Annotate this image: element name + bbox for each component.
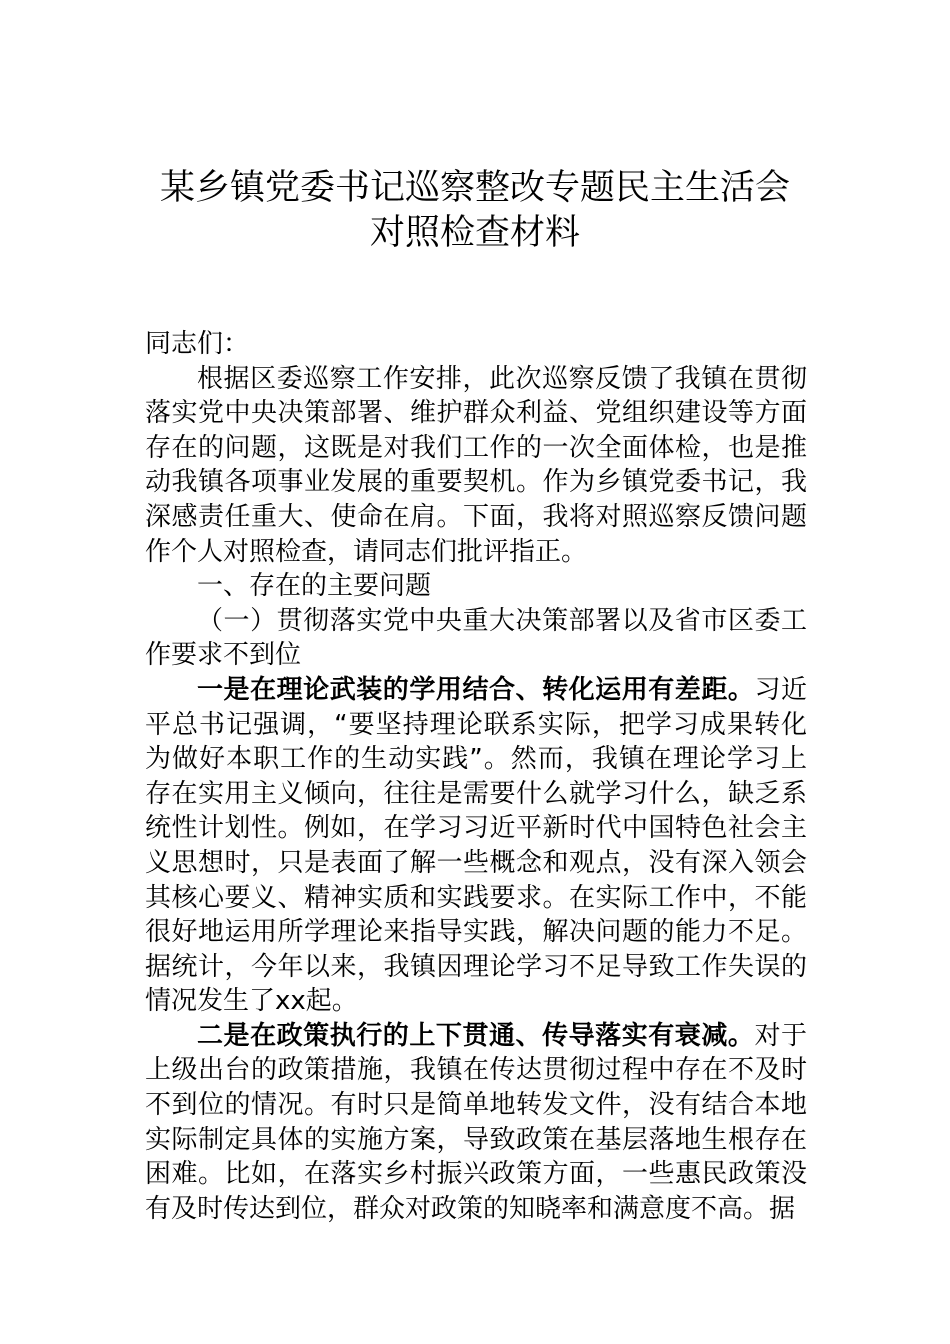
salutation: 同志们： — [145, 329, 250, 359]
document-body — [145, 327, 807, 1226]
point-two-text: 对于上级出台的政策措施，我镇在传达贯彻过程中存在不及时不到位的情况。有时只是简单地转发文件，没有结合本地实际制定具体的实施方案，导致政策在基层落地生根存在困难。比如，在落实乡村振兴政策方面，一些惠民政策没有及时传达到位，群众对政策的知晓率和满意度不高。据 — [145, 1020, 807, 1224]
subsection-heading: （一）贯彻落实党中央重大决策部署以及省市区委工作要求不到位 — [145, 605, 807, 671]
document-title-line-1: 某乡镇党委书记巡察整改专题民主生活会 — [159, 168, 790, 208]
point-two-paragraph — [145, 1019, 807, 1227]
point-one-text: 习近平总书记强调，“要坚持理论联系实际，把学习成果转化为做好本职工作的生动实践”。然而，我镇在理论学习上存在实用主义倾向，往往是需要什么就学习什么，缺乏系统性计划性。例如，在学习习近平新时代中国特色社会主义思想时，只是表面了解一些概念和观点，没有深入领会其核心要义、精神实质和实践要求。在实际工作中，不能很好地运用所学理论来指导实践，解决问题的能力不足。据统计，今年以来，我镇因理论学习不足导致工作失误的情况发生了xx起。 — [145, 674, 807, 1017]
document-title-line-2: 对照检查材料 — [369, 213, 580, 253]
intro-paragraph: 根据区委巡察工作安排，此次巡察反馈了我镇在贯彻落实党中央决策部署、维护群众利益、党组织建设等方面存在的问题，这既是对我们工作的一次全面体检，也是推动我镇各项事业发展的重要契机。作为乡镇党委书记，我深感责任重大、使命在肩。下面，我将对照巡察反馈问题作个人对照检查，请同志们批评指正。 — [145, 363, 807, 567]
point-two-lead: 二是在政策执行的上下贯通、传导落实有衰减。 — [197, 1020, 755, 1051]
point-one-lead: 一是在理论武装的学用结合、转化运用有差距。 — [197, 674, 755, 705]
point-one-paragraph — [145, 673, 807, 1019]
section-heading: 一、存在的主要问题 — [197, 571, 432, 602]
